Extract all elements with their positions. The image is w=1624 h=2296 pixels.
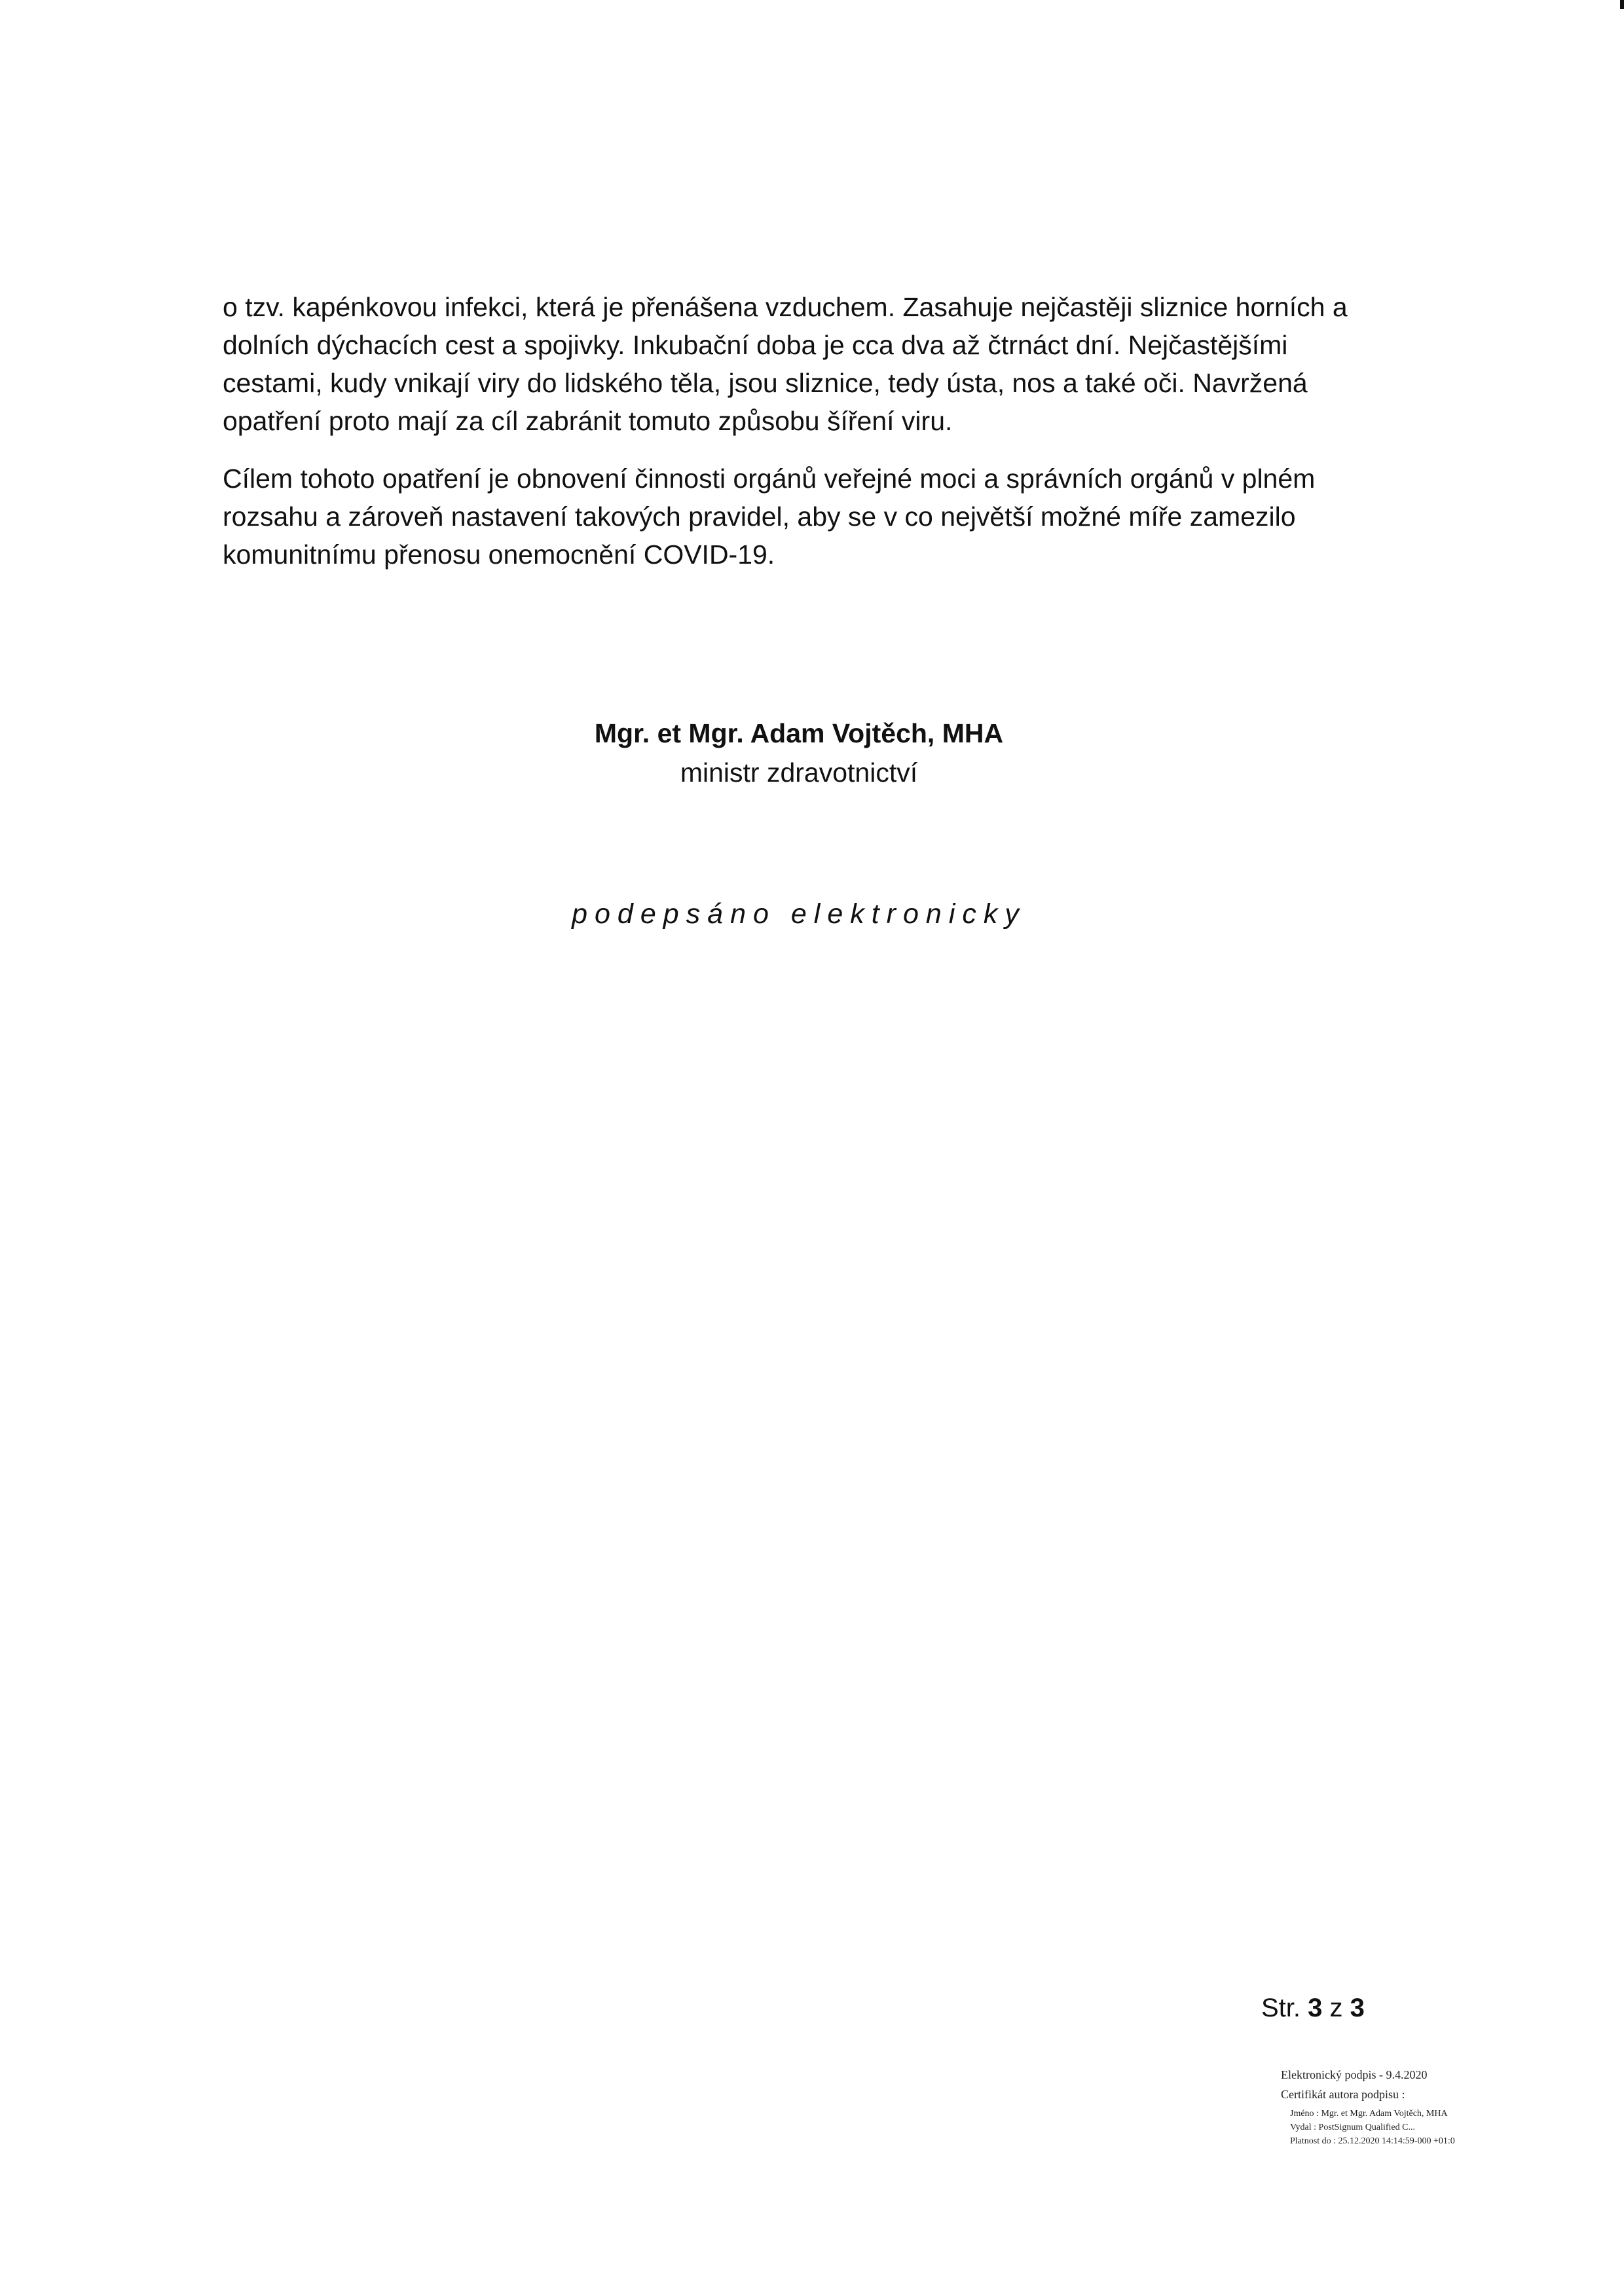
page-separator: z — [1329, 1994, 1343, 2022]
page-current: 3 — [1308, 1994, 1323, 2022]
scan-edge-mark — [1620, 0, 1624, 9]
signatory-name: Mgr. et Mgr. Adam Vojtěch, MHA — [594, 718, 1004, 748]
esign-validity: Platnost do : 25.12.2020 14:14:59-000 +01:0 — [1290, 2136, 1455, 2146]
page-total: 3 — [1350, 1994, 1365, 2022]
esign-certificate-label: Certifikát autora podpisu : — [1281, 2088, 1405, 2101]
signature-block — [0, 714, 1598, 792]
esign-name: Jméno : Mgr. et Mgr. Adam Vojtěch, MHA — [1290, 2109, 1448, 2119]
esign-date-line: Elektronický podpis - 9.4.2020 — [1281, 2068, 1428, 2081]
page-prefix: Str. — [1261, 1994, 1301, 2022]
esign-issuer: Vydal : PostSignum Qualified C... — [1290, 2123, 1415, 2132]
electronic-signature-stamp — [1281, 2065, 1455, 2148]
page-number — [1261, 1994, 1365, 2023]
esign-details — [1290, 2107, 1455, 2148]
signed-electronically-note: podepsáno elektronicky — [572, 898, 1026, 930]
body-paragraph-2: Cílem tohoto opatření je obnovení činnosti orgánů veřejné moci a správních orgánů v plném rozsahu a zároveň nastavení takových pravidel, aby se v co největší možné míře zamezilo komunitnímu přenosu onemocnění COVID-19. — [223, 464, 1316, 570]
document-body — [223, 288, 1376, 593]
body-paragraph-1: o tzv. kapénkovou infekci, která je přenášena vzduchem. Zasahuje nejčastěji sliznice horních a dolních dýchacích cest a spojivky. Inkubační doba je cca dva až čtrnáct dní. Nejčastějšími cestami, kudy vnikají viry do lidského těla, jsou sliznice, tedy ústa, nos a také oči. Navržená opatření proto mají za cíl zabránit tomuto způsobu šíření viru. — [223, 292, 1348, 436]
signatory-title: ministr zdravotnictví — [680, 757, 918, 788]
